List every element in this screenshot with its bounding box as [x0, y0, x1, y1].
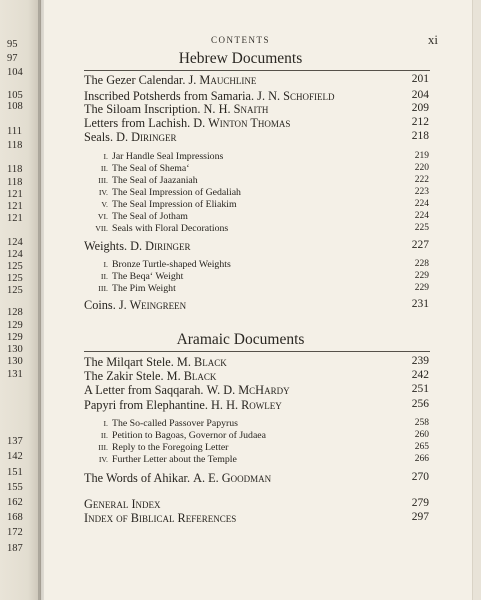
toc-entry-page: 218	[411, 130, 429, 142]
toc-subentry-numeral: I.	[103, 419, 108, 428]
toc-subentry-numeral: III.	[98, 443, 108, 452]
left-page-number: 121	[7, 201, 23, 212]
toc-entry-title: The Siloam Inscription. N. H. Snaith	[84, 102, 269, 116]
left-page-number: 128	[7, 307, 23, 318]
left-page-number: 187	[7, 543, 23, 554]
left-page-number: 104	[7, 67, 23, 78]
toc-subentry-numeral: III.	[98, 176, 108, 185]
toc-entry-title: Inscribed Potsherds from Samaria. J. N. Schofield	[84, 89, 335, 103]
index-entry-title: Index of Biblical References	[84, 511, 237, 525]
left-page-number: 97	[7, 53, 18, 64]
toc-entry-author: W. D. McHardy	[206, 383, 290, 397]
index-entry-page: 279	[411, 497, 429, 509]
left-page-number: 118	[7, 140, 23, 151]
section-rule	[84, 351, 430, 352]
toc-subentry-page: 260	[414, 430, 429, 440]
toc-entry-title: Papyri from Elephantine. H. H. Rowley	[84, 398, 282, 412]
toc-entry-title: Seals. D. Diringer	[84, 130, 177, 144]
toc-subentry-page: 229	[414, 271, 429, 281]
toc-entry-page: 209	[411, 102, 429, 114]
toc-entry-author: J. Mauchline	[188, 73, 257, 87]
left-page-number: 125	[7, 261, 23, 272]
toc-subentry-title: Further Letter about the Temple	[112, 454, 237, 465]
toc-subentry-numeral: I.	[103, 260, 108, 269]
left-page-number: 137	[7, 436, 23, 447]
left-page-number: 121	[7, 213, 23, 224]
index-entry-title: General Index	[84, 497, 161, 511]
left-page-number: 168	[7, 512, 23, 523]
toc-subentry-page: 220	[414, 163, 429, 173]
toc-subentry-title: Jar Handle Seal Impressions	[112, 151, 224, 162]
toc-entry-page: 239	[411, 355, 429, 367]
toc-subentry-title: The Seal of Shema‘	[112, 163, 190, 174]
toc-subentry-numeral: II.	[100, 431, 108, 440]
toc-entry-author: J. N. Schofield	[257, 89, 335, 103]
toc-entry-page: 201	[411, 73, 429, 85]
toc-subentry-page: 225	[414, 223, 429, 233]
toc-entry-page: 204	[411, 89, 429, 101]
running-header-title: CONTENTS	[211, 35, 270, 45]
toc-entry-page: 251	[411, 383, 429, 395]
toc-entry-author: D. Diringer	[116, 130, 177, 144]
toc-subentry-numeral: III.	[98, 284, 108, 293]
left-page-number: 125	[7, 285, 23, 296]
left-page-number: 130	[7, 356, 23, 367]
toc-entry-title: Coins. J. Weingreen	[84, 298, 187, 312]
toc-entry-title: The Gezer Calendar. J. Mauchline	[84, 73, 257, 87]
toc-subentry-numeral: IV.	[98, 188, 108, 197]
left-page-number: 105	[7, 90, 23, 101]
toc-subentry-page: 228	[414, 259, 429, 269]
toc-subentry-title: The Seal of Jaazaniah	[112, 175, 198, 186]
left-page-number: 162	[7, 497, 23, 508]
toc-entry-page: 256	[411, 398, 429, 410]
toc-subentry-title: The Seal of Jotham	[112, 211, 188, 222]
toc-entry-author: H. H. Rowley	[211, 398, 282, 412]
toc-subentry-numeral: II.	[100, 272, 108, 281]
toc-subentry-title: Seals with Floral Decorations	[112, 223, 229, 234]
toc-entry-page: 227	[411, 239, 429, 251]
left-page-number: 125	[7, 273, 23, 284]
left-page-number: 129	[7, 320, 23, 331]
index-entry-page: 297	[411, 511, 429, 523]
toc-entry-author: D. Winton Thomas	[193, 116, 291, 130]
toc-entry-author: D. Diringer	[130, 239, 191, 253]
toc-subentry-page: 224	[414, 211, 429, 221]
left-page-number: 172	[7, 527, 23, 538]
toc-entry-author: A. E. Goodman	[193, 471, 272, 485]
toc-subentry-page: 229	[414, 283, 429, 293]
toc-subentry-page: 223	[414, 187, 429, 197]
toc-entry-author: J. Weingreen	[118, 298, 187, 312]
toc-subentry-page: 219	[414, 151, 429, 161]
left-page-number: 121	[7, 189, 23, 200]
toc-entry-author: N. H. Snaith	[203, 102, 269, 116]
left-page-number: 131	[7, 369, 23, 380]
left-page-number: 118	[7, 177, 23, 188]
section-heading-aramaic: Aramaic Documents	[176, 331, 305, 348]
toc-subentry-numeral: II.	[100, 164, 108, 173]
running-header-page-number: xi	[427, 32, 438, 47]
toc-entry-title: The Milqart Stele. M. Black	[84, 355, 227, 369]
toc-entry-page: 231	[411, 298, 429, 310]
toc-entry-title: Letters from Lachish. D. Winton Thomas	[84, 116, 291, 130]
toc-subentry-page: 265	[414, 442, 429, 452]
left-page-number: 151	[7, 467, 23, 478]
toc-subentry-title: Petition to Bagoas, Governor of Judaea	[112, 430, 266, 441]
toc-subentry-title: The Beqa‘ Weight	[112, 271, 184, 282]
left-page-number: 95	[7, 39, 18, 50]
toc-subentry-numeral: VI.	[97, 212, 108, 221]
left-page-number: 124	[7, 237, 23, 248]
toc-entry-page: 242	[411, 369, 429, 381]
toc-subentry-numeral: IV.	[98, 455, 108, 464]
toc-subentry-page: 266	[414, 454, 429, 464]
toc-subentry-numeral: VII.	[95, 224, 108, 233]
toc-subentry-page: 224	[414, 199, 429, 209]
toc-subentry-title: The Pim Weight	[112, 283, 176, 294]
left-page-number: 130	[7, 344, 23, 355]
toc-subentry-title: Bronze Turtle-shaped Weights	[112, 259, 231, 270]
left-page-number: 129	[7, 332, 23, 343]
toc-entry-title: Weights. D. Diringer	[84, 239, 191, 253]
toc-subentry-numeral: V.	[101, 200, 108, 209]
section-rule	[84, 70, 430, 71]
toc-subentry-page: 222	[414, 175, 429, 185]
toc-subentry-page: 258	[414, 418, 429, 428]
toc-entry-page: 212	[411, 116, 429, 128]
toc-entry-title: The Words of Ahikar. A. E. Goodman	[84, 471, 272, 485]
toc-subentry-title: The Seal Impression of Gedaliah	[112, 187, 241, 198]
toc-entry-page: 270	[411, 471, 429, 483]
toc-entry-title: A Letter from Saqqarah. W. D. McHardy	[84, 383, 290, 397]
toc-subentry-title: The Seal Impression of Eliakim	[112, 199, 237, 210]
left-page-number: 111	[7, 126, 22, 137]
toc-subentry-numeral: I.	[103, 152, 108, 161]
left-page-number: 155	[7, 482, 23, 493]
toc-entry-author: M. Black	[166, 369, 217, 383]
toc-entry-title: The Zakir Stele. M. Black	[84, 369, 217, 383]
left-page-number: 124	[7, 249, 23, 260]
left-page-number: 108	[7, 101, 23, 112]
toc-subentry-title: The So-called Passover Papyrus	[112, 418, 238, 429]
facing-page	[0, 0, 41, 600]
left-page-number: 142	[7, 451, 23, 462]
section-heading-hebrew: Hebrew Documents	[178, 50, 303, 67]
page-edge	[472, 0, 481, 600]
toc-subentry-title: Reply to the Foregoing Letter	[112, 442, 229, 453]
left-page-number: 118	[7, 164, 23, 175]
toc-entry-author: M. Black	[176, 355, 227, 369]
